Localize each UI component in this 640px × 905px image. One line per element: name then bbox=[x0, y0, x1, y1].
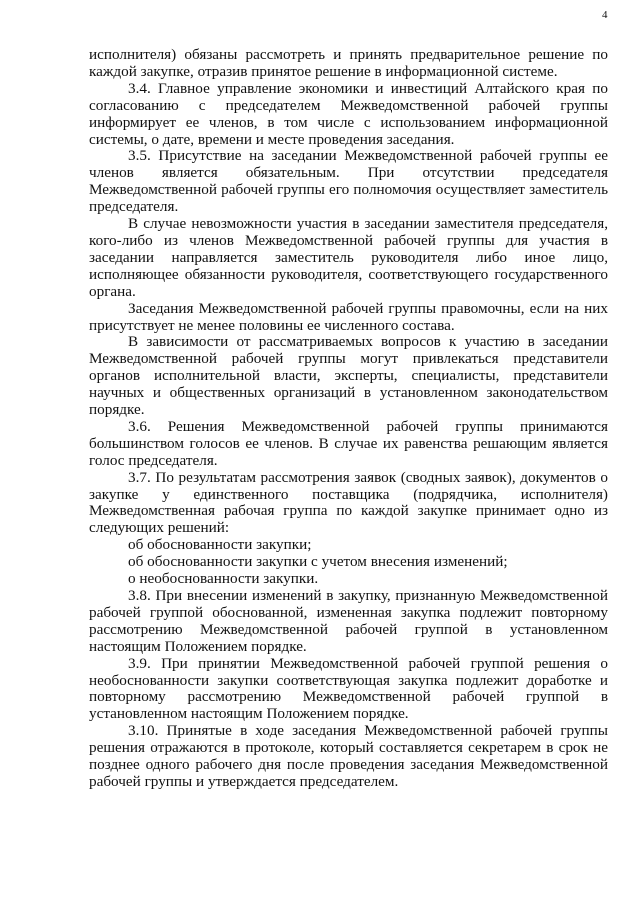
list-item-decision-justified-with-changes: об обоснованности закупки с учетом внесения изменений; bbox=[128, 553, 508, 571]
paragraph-invited-participants: В зависимости от рассматриваемых вопросов к участию в заседании Межведомственной рабочей группы могут привлекаться представители органов исполнительной власти, эксперты, специалисты, представители научных и общественных организаций в установленном законодательством порядке. bbox=[89, 333, 608, 419]
page-number: 4 bbox=[602, 9, 608, 21]
list-item-decision-unjustified: о необоснованности закупки. bbox=[128, 570, 319, 588]
paragraph-3-6: 3.6. Решения Межведомственной рабочей группы принимаются большинством голосов ее членов. В случае их равенства решающим является голос председателя. bbox=[89, 417, 608, 469]
paragraph-quorum: Заседания Межведомственной рабочей группы правомочны, если на них присутствует не менее половины ее численного состава. bbox=[89, 299, 608, 334]
paragraph-deputy-absence: В случае невозможности участия в заседании заместителя председателя, кого-либо из членов Межведомственной рабочей группы для участия в заседании направляется заместитель руководителя либо иное лицо, исполняющее обязанности руководителя, соответствующего государственного органа. bbox=[89, 215, 608, 300]
paragraph-3-8: 3.8. При внесении изменений в закупку, признанную Межведомственной рабочей группой обоснованной, измененная закупка подлежит повторному рассмотрению Межведомственной рабочей группой в установленном настоящим Положением порядке. bbox=[89, 587, 608, 655]
paragraph-3-9: 3.9. При принятии Межведомственной рабочей группой решения о необоснованности закупки соответствующая закупка подлежит доработке и повторному рассмотрению Межведомственной рабочей группой в установленном настоящим Положением порядке. bbox=[89, 654, 608, 723]
paragraph-3-4: 3.4. Главное управление экономики и инвестиций Алтайского края по согласованию с председателем Межведомственной рабочей группы информирует ее членов, в том числе с использованием информационной системы, о дате, времени и месте проведения заседания. bbox=[89, 79, 608, 148]
paragraph-3-7: 3.7. По результатам рассмотрения заявок (сводных заявок), документов о закупке у единственного поставщика (подрядчика, исполнителя) Межведомственная рабочая группа по каждой закупке принимает одно из следующих решений: bbox=[89, 468, 608, 537]
paragraph-continuation: исполнителя) обязаны рассмотреть и принять предварительное решение по каждой закупке, отразив принятое решение в информационной системе. bbox=[89, 46, 608, 80]
paragraph-3-10: 3.10. Принятые в ходе заседания Межведомственной рабочей группы решения отражаются в протоколе, который составляется секретарем в срок не позднее одного рабочего дня после проведения заседания Межведомственной рабочей группы и утверждается председателем. bbox=[89, 722, 608, 790]
document-body bbox=[89, 47, 608, 791]
paragraph-3-5: 3.5. Присутствие на заседании Межведомственной рабочей группы ее членов является обязательным. При отсутствии председателя Межведомственной рабочей группы его полномочия осуществляет заместитель председателя. bbox=[89, 147, 608, 216]
list-item-decision-justified: об обоснованности закупки; bbox=[128, 536, 312, 554]
